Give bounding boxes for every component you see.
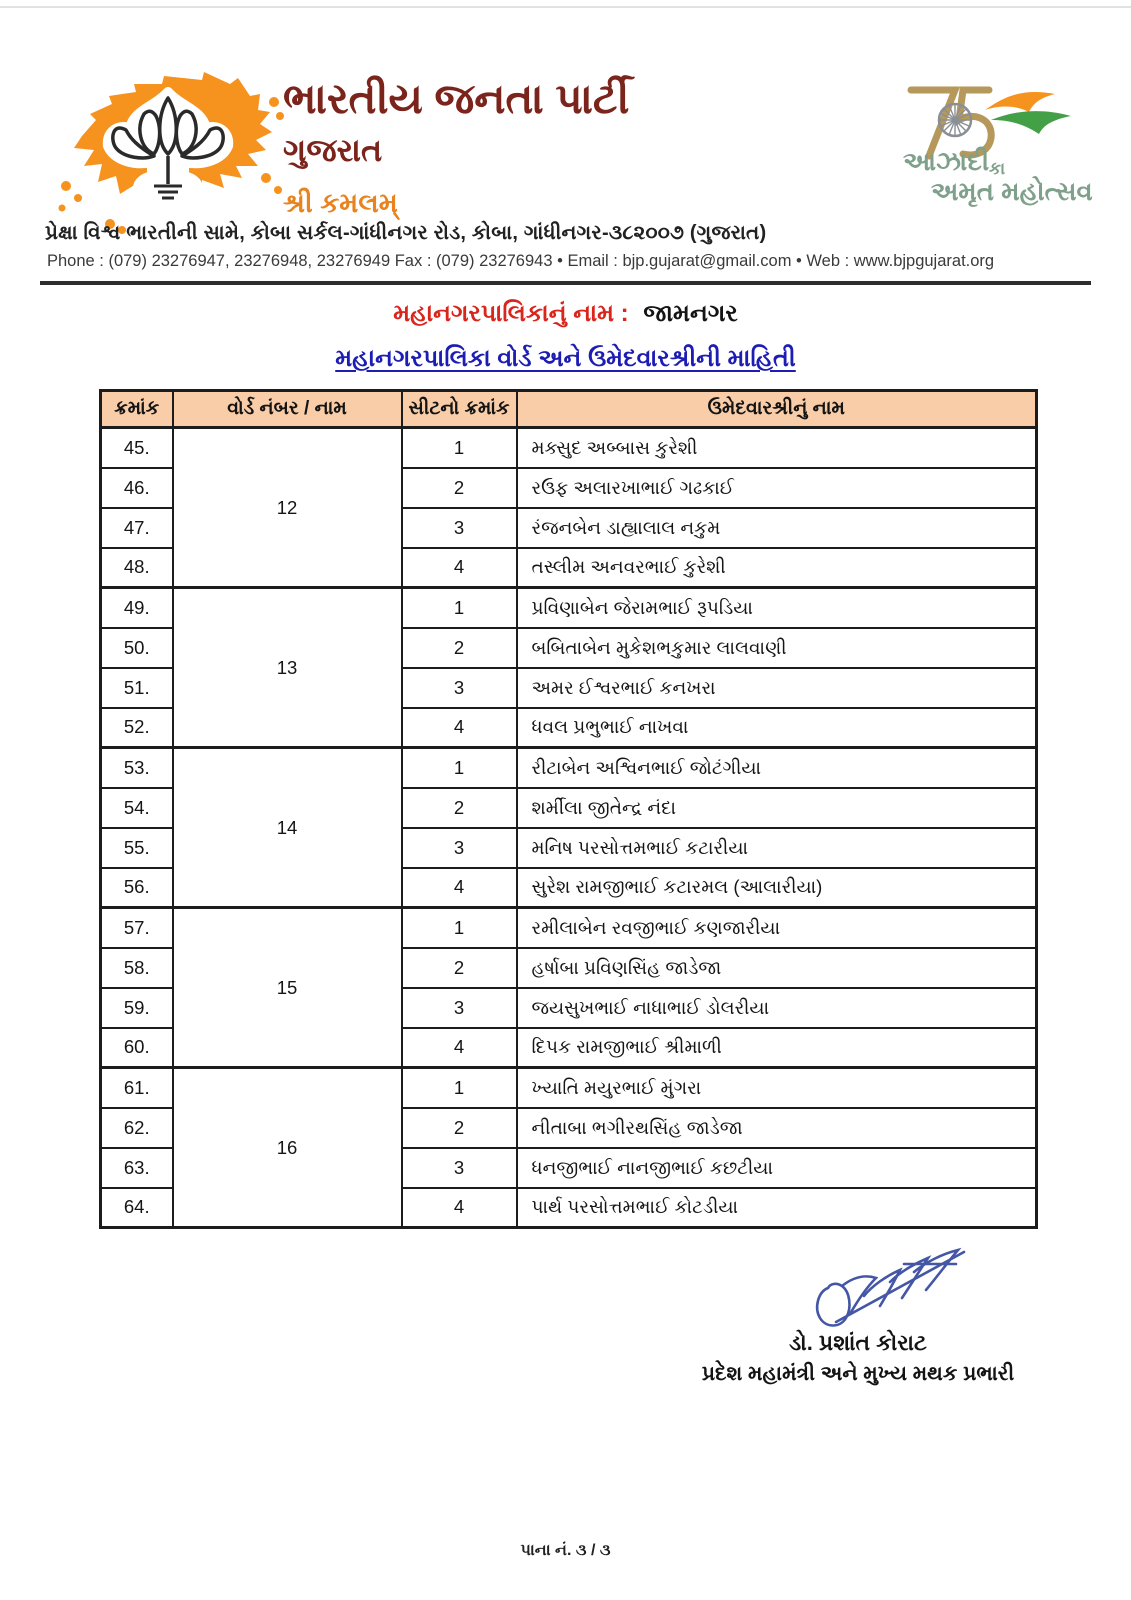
table-row: [101, 1068, 1037, 1108]
ward-cell: 15: [173, 908, 402, 1068]
candidate-cell: હર્ષાબા પ્રવિણસિંહ જાડેજા: [517, 948, 1037, 988]
serial-cell: 46.: [101, 468, 173, 508]
serial-cell: 48.: [101, 548, 173, 588]
seat-cell: 4: [402, 548, 517, 588]
signature-scribble: [806, 1242, 976, 1338]
seat-cell: 3: [402, 1148, 517, 1188]
seat-cell: 2: [402, 1108, 517, 1148]
serial-cell: 60.: [101, 1028, 173, 1068]
corporation-title: [0, 300, 1131, 328]
office-address: પ્રેક્ષા વિશ્વ ભારતીની સામે, કોબા સર્કલ-ગાંધીનગર રોડ, કોબા, ગાંધીનગર-૩૮૨૦૦૭ (ગુજરાત): [45, 222, 767, 244]
seat-cell: 4: [402, 1028, 517, 1068]
ward-cell: 16: [173, 1068, 402, 1228]
serial-cell: 45.: [101, 428, 173, 468]
candidate-cell: રંજનબેન ડાહ્યાલાલ નકુમ: [517, 508, 1037, 548]
table-row: [101, 428, 1037, 468]
document-subtitle: મહાનગરપાલિકા વોર્ડ અને ઉમેદવારશ્રીની માહિતી: [335, 345, 796, 372]
header-candidate: ઉમેદવારશ્રીનું નામ: [517, 391, 1037, 428]
candidate-cell: મક્સુદ અબ્બાસ કુરેશી: [517, 428, 1037, 468]
serial-cell: 55.: [101, 828, 173, 868]
serial-cell: 61.: [101, 1068, 173, 1108]
party-office-name: શ્રી કમલમ્: [283, 188, 398, 219]
header-seat: સીટનો ક્રમાંક: [402, 391, 517, 428]
scan-edge: [0, 6, 1131, 8]
seat-cell: 1: [402, 1068, 517, 1108]
serial-cell: 64.: [101, 1188, 173, 1228]
serial-cell: 52.: [101, 708, 173, 748]
seat-cell: 4: [402, 1188, 517, 1228]
candidate-cell: ધનજીભાઈ નાનજીભાઈ કછટીયા: [517, 1148, 1037, 1188]
seat-cell: 1: [402, 428, 517, 468]
seat-cell: 2: [402, 628, 517, 668]
candidate-cell: રીટાબેન અશ્વિનભાઈ જોટંગીયા: [517, 748, 1037, 788]
seat-cell: 3: [402, 508, 517, 548]
serial-cell: 50.: [101, 628, 173, 668]
serial-cell: 63.: [101, 1148, 173, 1188]
svg-text:આઝાદી: આઝાદી: [903, 146, 990, 176]
party-state: ગુજરાત: [283, 132, 383, 169]
serial-cell: 57.: [101, 908, 173, 948]
seat-cell: 4: [402, 708, 517, 748]
candidate-cell: રઉફ અલારખાભાઈ ગઢકાઈ: [517, 468, 1037, 508]
ward-cell: 13: [173, 588, 402, 748]
seat-cell: 1: [402, 908, 517, 948]
candidate-cell: સુરેશ રામજીભાઈ કટારમલ (આલારીયા): [517, 868, 1037, 908]
serial-cell: 53.: [101, 748, 173, 788]
serial-cell: 47.: [101, 508, 173, 548]
svg-text:કા: કા: [989, 159, 1006, 178]
contact-info: Phone : (079) 23276947, 23276948, 23276949 Fax : (079) 23276943 • Email : bjp.gujarat@gmail.com • Web : www.bjpgujarat.org: [47, 252, 995, 270]
header-divider: [40, 281, 1091, 285]
candidate-cell: મનિષ પરસોત્તમભાઈ કટારીયા: [517, 828, 1037, 868]
party-name: ભારતીય જનતા પાર્ટી: [283, 75, 630, 122]
svg-text:અમૃત મહોત્સવ: અમૃત મહોત્સવ: [931, 176, 1093, 206]
candidate-table: [99, 389, 1038, 1229]
seat-cell: 1: [402, 748, 517, 788]
candidate-cell: દિપક રામજીભાઈ શ્રીમાળી: [517, 1028, 1037, 1068]
serial-cell: 62.: [101, 1108, 173, 1148]
header-ward: વોર્ડ નંબર / નામ: [173, 391, 402, 428]
candidate-cell: જયસુખભાઈ નાધાભાઈ ડોલરીયા: [517, 988, 1037, 1028]
candidate-cell: ધવલ પ્રભુભાઈ નાખવા: [517, 708, 1037, 748]
seat-cell: 3: [402, 668, 517, 708]
seat-cell: 3: [402, 828, 517, 868]
table-row: [101, 908, 1037, 948]
candidate-cell: શર્મીલા જીતેન્દ્ર નંદા: [517, 788, 1037, 828]
candidate-cell: રમીલાબેન રવજીભાઈ કણજારીયા: [517, 908, 1037, 948]
serial-cell: 49.: [101, 588, 173, 628]
candidate-cell: તસ્લીમ અનવરભાઈ કુરેશી: [517, 548, 1037, 588]
signatory-name: ડો. પ્રશાંત કોરાટ: [789, 1330, 927, 1355]
seat-cell: 2: [402, 948, 517, 988]
candidate-cell: ખ્યાતિ મયુરભાઈ મુંગરા: [517, 1068, 1037, 1108]
bjp-lotus-logo-icon: [52, 58, 284, 236]
seat-cell: 2: [402, 468, 517, 508]
serial-cell: 59.: [101, 988, 173, 1028]
serial-cell: 56.: [101, 868, 173, 908]
ward-cell: 14: [173, 748, 402, 908]
header-serial: ક્રમાંક: [101, 391, 173, 428]
seat-cell: 1: [402, 588, 517, 628]
serial-cell: 58.: [101, 948, 173, 988]
candidate-cell: અમર ઈશ્વરભાઈ કનખરા: [517, 668, 1037, 708]
candidate-cell: પાર્થ પરસોત્તમભાઈ કોટડીયા: [517, 1188, 1037, 1228]
table-header-row: [101, 391, 1037, 428]
corporation-name: જામનગર: [643, 300, 738, 327]
candidate-cell: નીતાબા ભગીરથસિંહ જાડેજા: [517, 1108, 1037, 1148]
signatory-designation: પ્રદેશ મહામંત્રી અને મુખ્ય મથક પ્રભારી: [701, 1362, 1015, 1385]
seat-cell: 4: [402, 868, 517, 908]
serial-cell: 51.: [101, 668, 173, 708]
seat-cell: 2: [402, 788, 517, 828]
serial-cell: 54.: [101, 788, 173, 828]
ward-cell: 12: [173, 428, 402, 588]
table-row: [101, 588, 1037, 628]
candidate-cell: બબિતાબેન મુકેશભકુમાર લાલવાણી: [517, 628, 1037, 668]
candidate-cell: પ્રવિણાબેન જેરામભાઈ રૂપડિયા: [517, 588, 1037, 628]
corporation-label: મહાનગરપાલિકાનું નામ :: [393, 300, 629, 327]
seat-cell: 3: [402, 988, 517, 1028]
azadi-ka-amrit-mahotsav-logo-icon: [893, 68, 1093, 208]
page-number: પાના નં. ૩ / ૩: [520, 1542, 611, 1559]
table-row: [101, 748, 1037, 788]
